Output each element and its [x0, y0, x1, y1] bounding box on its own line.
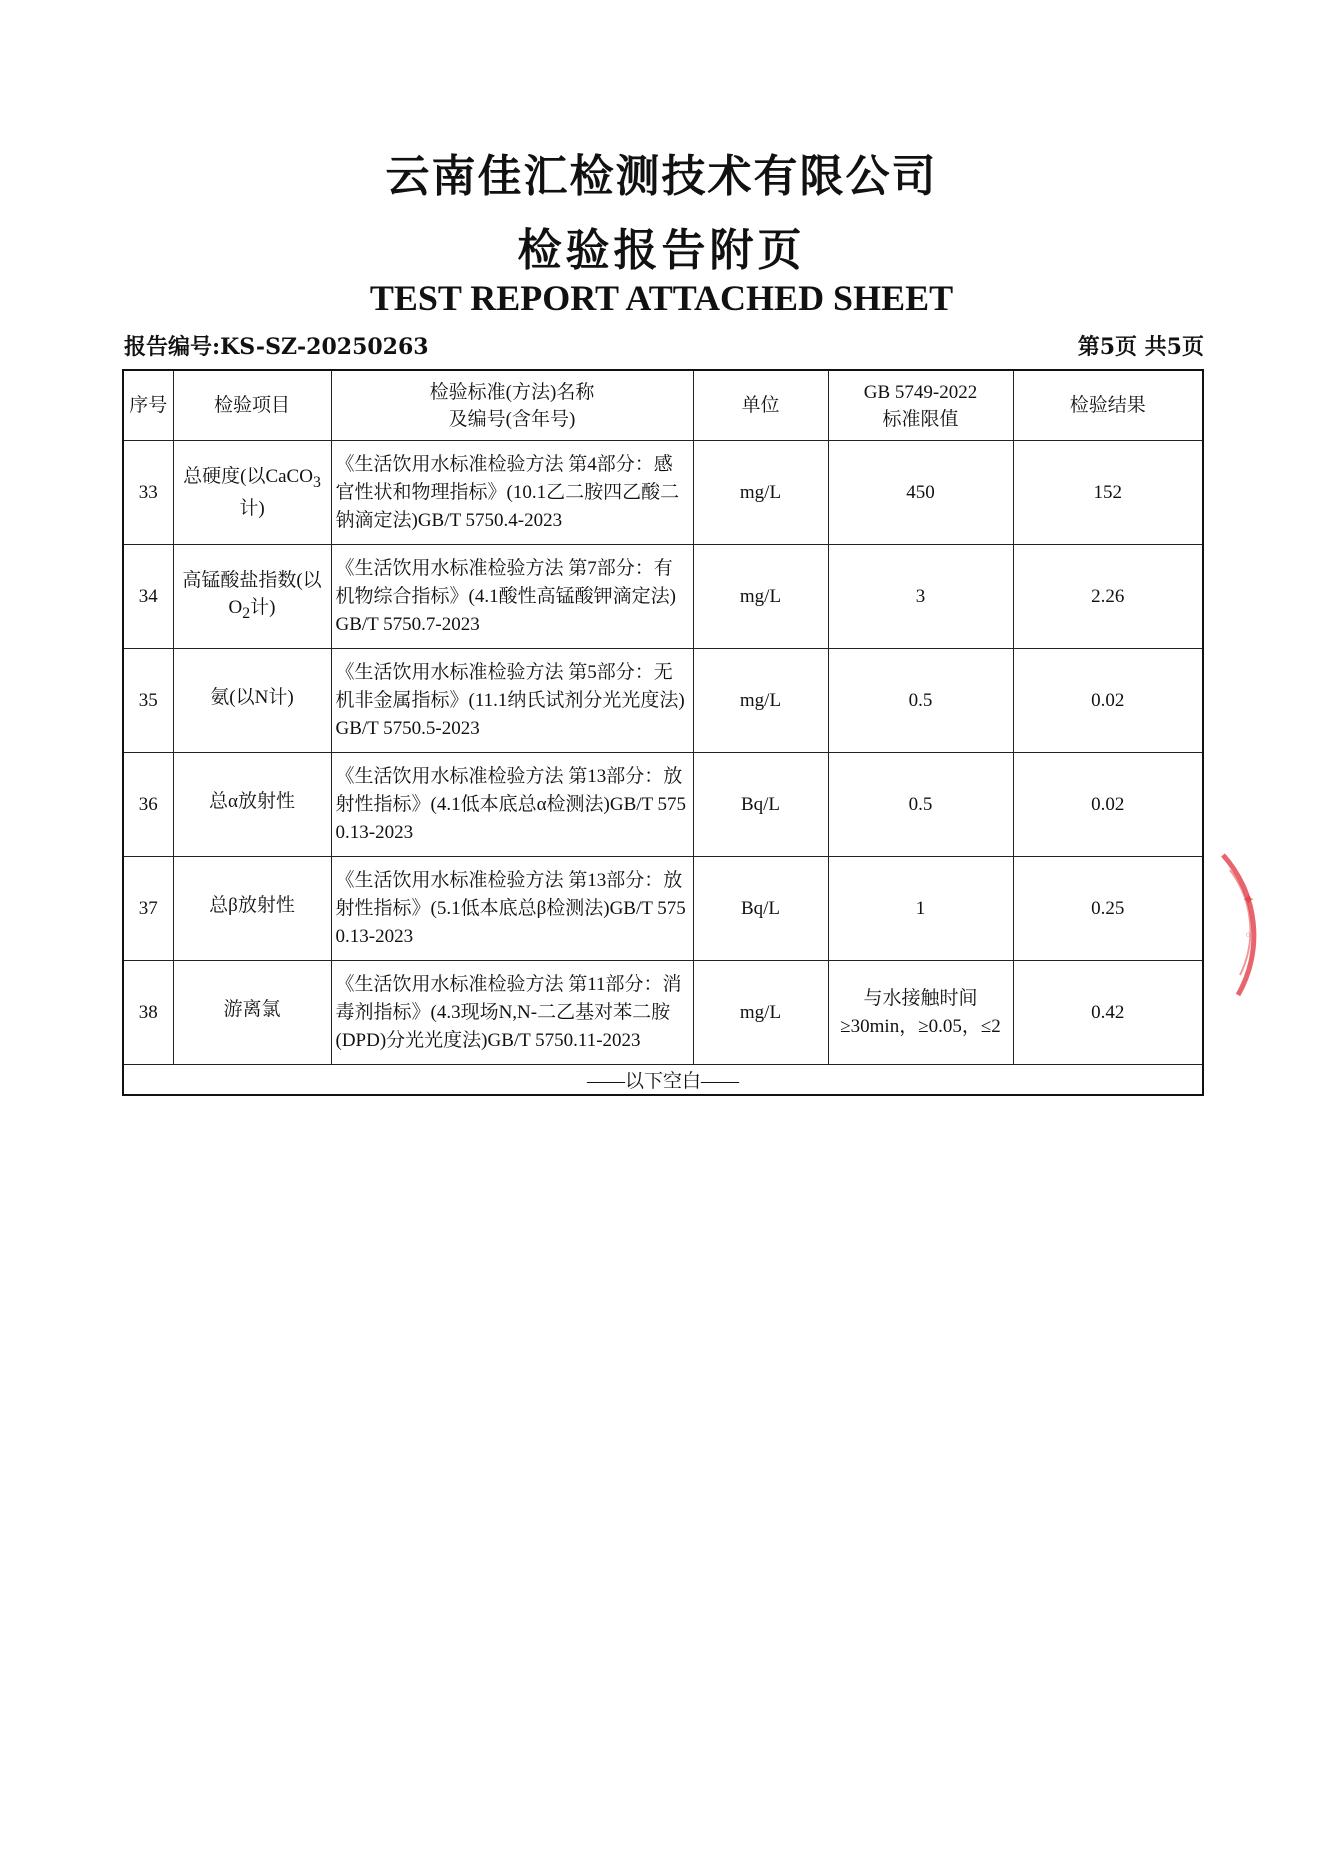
item-text-end: 计) — [239, 498, 265, 520]
company-name: 云南佳汇检测技术有限公司 — [385, 151, 938, 202]
cell-seq: 36 — [123, 753, 173, 857]
cell-result: 0.02 — [1013, 649, 1203, 753]
seal-stamp-arc — [1223, 855, 1254, 995]
cell-result: 0.02 — [1013, 753, 1203, 857]
cell-item — [173, 857, 331, 961]
cell-limit: 3 — [828, 545, 1013, 649]
seal-stamp-glyph: ◦ — [1244, 928, 1253, 944]
table-row — [123, 857, 1203, 961]
item-subscript: 2 — [242, 604, 251, 622]
table-footer-row — [123, 1065, 1203, 1096]
cell-item — [173, 961, 331, 1065]
item-text-end: 计) — [250, 596, 276, 618]
cell-item — [173, 649, 331, 753]
header-method-line2: 及编号(含年号) — [448, 408, 576, 430]
cell-item — [173, 545, 331, 649]
seal-stamp-glyph: ✦ — [1242, 890, 1256, 909]
report-title-en: TEST REPORT ATTACHED SHEET — [369, 278, 954, 318]
cell-result: 0.42 — [1013, 961, 1203, 1065]
cell-seq: 35 — [123, 649, 173, 753]
cell-unit: Bq/L — [693, 857, 828, 961]
cell-limit: 0.5 — [828, 753, 1013, 857]
header-method-line1: 检验标准(方法)名称 — [429, 381, 595, 403]
item-text: 总α放射性 — [209, 791, 295, 813]
header-limit-line1: GB 5749-2022 — [863, 381, 978, 403]
cell-item — [173, 441, 331, 545]
cell-result: 0.25 — [1013, 857, 1203, 961]
cell-seq: 34 — [123, 545, 173, 649]
cell-limit: 450 — [828, 441, 1013, 545]
report-title-cn: 检验报告附页 — [517, 225, 806, 276]
table-row — [123, 753, 1203, 857]
cell-result: 2.26 — [1013, 545, 1203, 649]
cell-limit: 与水接触时间≥30min，≥0.05，≤2 — [828, 961, 1013, 1065]
cell-result: 152 — [1013, 441, 1203, 545]
cell-unit: Bq/L — [693, 753, 828, 857]
header-item: 检验项目 — [173, 370, 331, 441]
item-text: 氨(以N计) — [210, 687, 294, 709]
table-row — [123, 545, 1203, 649]
header-unit: 单位 — [693, 370, 828, 441]
cell-method: 《生活饮用水标准检验方法 第4部分：感官性状和物理指标》(10.1乙二胺四乙酸二钠滴定法)GB/T 5750.4-2023 — [331, 441, 693, 545]
cell-item — [173, 753, 331, 857]
item-subscript: 3 — [312, 473, 321, 491]
seal-stamp-icon — [1218, 835, 1323, 1015]
header-method — [331, 370, 693, 441]
results-table — [122, 369, 1204, 1096]
header-seq: 序号 — [123, 370, 173, 441]
cell-limit: 0.5 — [828, 649, 1013, 753]
item-text: 游离氯 — [223, 999, 281, 1021]
cell-seq: 38 — [123, 961, 173, 1065]
item-text: 总硬度(以CaCO — [183, 465, 313, 487]
cell-method: 《生活饮用水标准检验方法 第11部分：消毒剂指标》(4.3现场N,N-二乙基对苯二胺(DPD)分光光度法)GB/T 5750.11-2023 — [331, 961, 693, 1065]
cell-limit: 1 — [828, 857, 1013, 961]
header-result: 检验结果 — [1013, 370, 1203, 441]
cell-unit: mg/L — [693, 441, 828, 545]
cell-method: 《生活饮用水标准检验方法 第13部分：放射性指标》(5.1低本底总β检测法)GB/T 5750.13-2023 — [331, 857, 693, 961]
blank-below-note: ——以下空白—— — [123, 1065, 1203, 1096]
cell-seq: 33 — [123, 441, 173, 545]
table-row — [123, 961, 1203, 1065]
header-limit — [828, 370, 1013, 441]
seal-stamp-arc-inner — [1230, 870, 1253, 975]
cell-unit: mg/L — [693, 545, 828, 649]
report-number: 报告编号:KS-SZ-20250263 — [124, 334, 429, 360]
item-text: 总β放射性 — [209, 895, 295, 917]
cell-method: 《生活饮用水标准检验方法 第5部分：无机非金属指标》(11.1纳氏试剂分光光度法)GB/T 5750.5-2023 — [331, 649, 693, 753]
cell-unit: mg/L — [693, 961, 828, 1065]
cell-method: 《生活饮用水标准检验方法 第7部分：有机物综合指标》(4.1酸性高锰酸钾滴定法)GB/T 5750.7-2023 — [331, 545, 693, 649]
table-header-row — [123, 370, 1203, 441]
cell-seq: 37 — [123, 857, 173, 961]
header-limit-line2: 标准限值 — [882, 408, 959, 430]
page-info: 第5页 共5页 — [1077, 334, 1204, 360]
cell-method: 《生活饮用水标准检验方法 第13部分：放射性指标》(4.1低本底总α检测法)GB/T 5750.13-2023 — [331, 753, 693, 857]
item-text: 高锰酸盐指数(以O — [182, 569, 322, 618]
cell-unit: mg/L — [693, 649, 828, 753]
table-row — [123, 441, 1203, 545]
table-row — [123, 649, 1203, 753]
